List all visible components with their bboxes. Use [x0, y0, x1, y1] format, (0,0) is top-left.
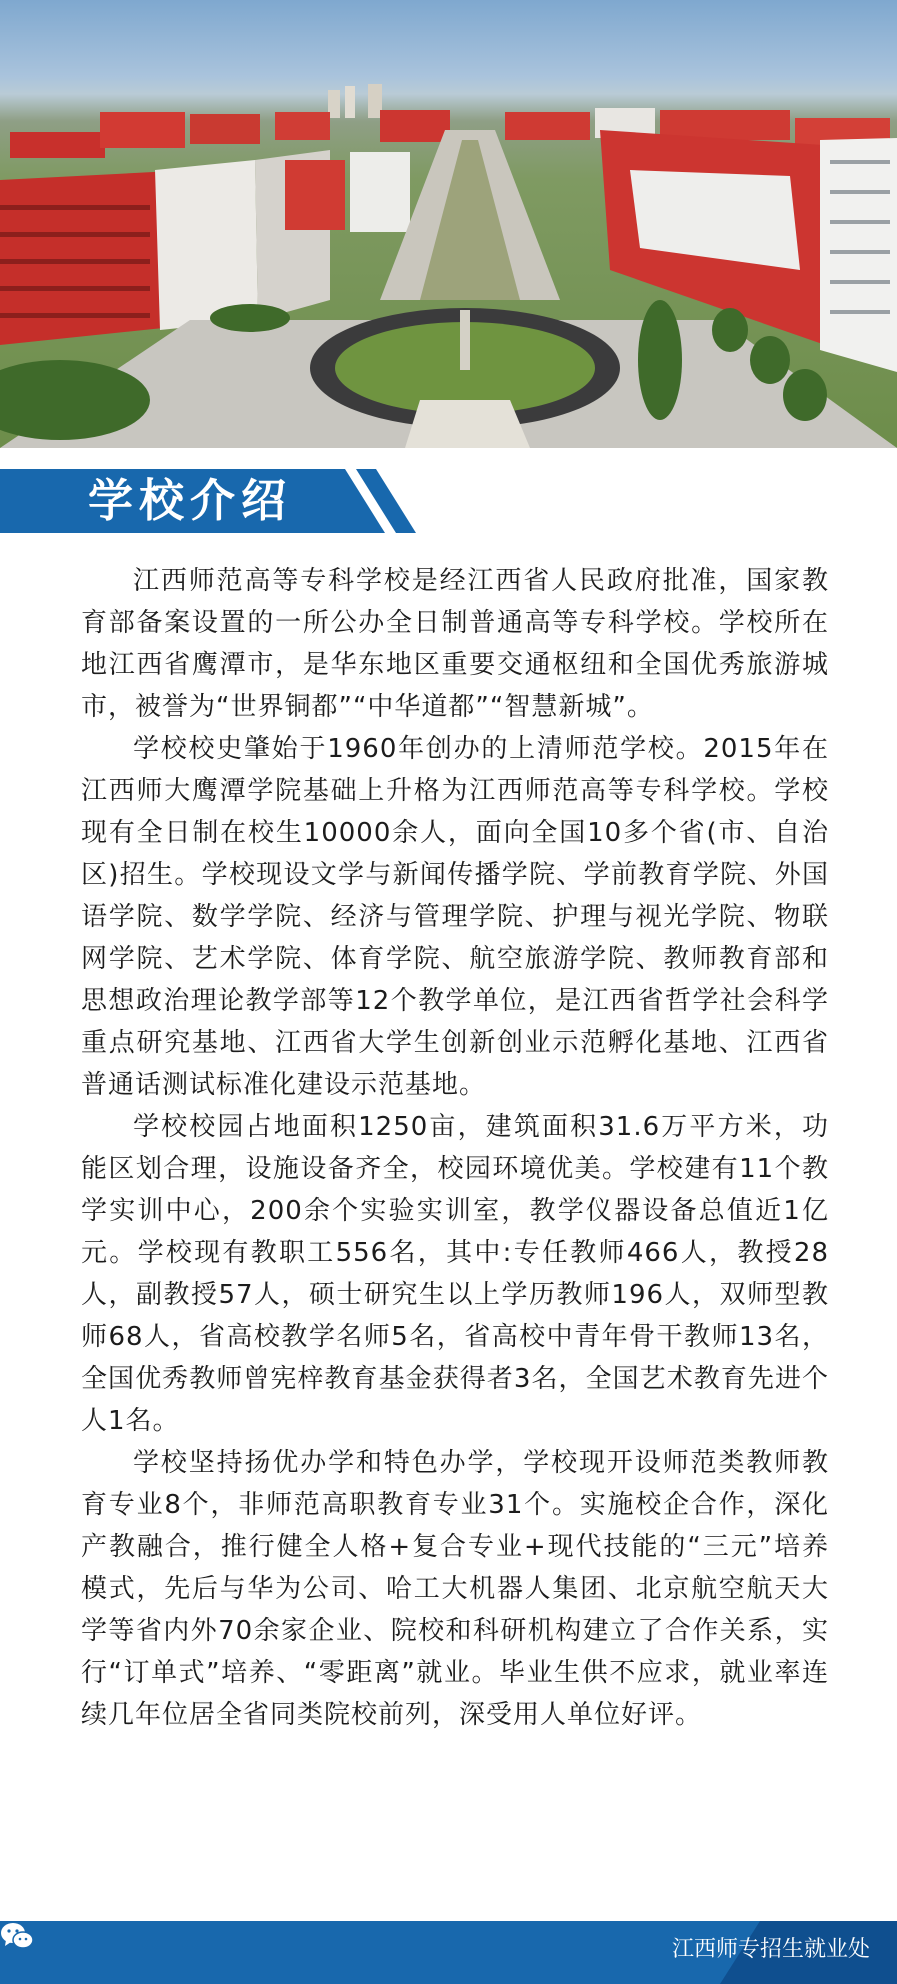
intro-paragraph: 江西师范高等专科学校是经江西省人民政府批准，国家教育部备案设置的一所公办全日制普通高等专科学校。学校所在地江西省鹰潭市，是华东地区重要交通枢纽和全国优秀旅游城市，被誉为“世界铜都”“中华道都”“智慧新城”。: [81, 566, 829, 722]
campus-illustration: [0, 0, 897, 448]
campus-photo: [0, 0, 897, 448]
wechat-icon: [0, 1921, 34, 1951]
intro-paragraph: 学校坚持扬优办学和特色办学，学校现开设师范类教师教育专业8个，非师范高职教育专业31个。实施校企合作，深化产教融合，推行健全人格+复合专业+现代技能的“三元”培养模式，先后与华为公司、哈工大机器人集团、北京航空航天大学等省内外70余家企业、院校和科研机构建立了合作关系，实行“订单式”培养、“零距离”就业。毕业生供不应求，就业率连续几年位居全省同类院校前列，深受用人单位好评。: [81, 1448, 829, 1730]
section-header: [0, 469, 430, 533]
intro-paragraph: 学校校史肇始于1960年创办的上清师范学校。2015年在江西师大鹰潭学院基础上升格为江西师范高等专科学校。学校现有全日制在校生10000余人，面向全国10多个省(市、自治区)招生。学校现设文学与新闻传播学院、学前教育学院、外国语学院、数学学院、经济与管理学院、护理与视光学院、物联网学院、艺术学院、体育学院、航空旅游学院、教师教育部和思想政治理论教学部等12个教学单位，是江西省哲学社会科学重点研究基地、江西省大学生创新创业示范孵化基地、江西省普通话测试标准化建设示范基地。: [81, 734, 829, 1100]
section-title: 学校介绍: [88, 474, 293, 527]
footer-account-name: 江西师专招生就业处: [672, 1937, 871, 1962]
intro-paragraph: 学校校园占地面积1250亩，建筑面积31.6万平方米，功能区划合理，设施设备齐全，校园环境优美。学校建有11个教学实训中心，200余个实验实训室，教学仪器设备总值近1亿元。学校现有教职工556名，其中:专任教师466人，教授28人，副教授57人，硕士研究生以上学历教师196人，双师型教师68人，省高校教学名师5名，省高校中青年骨干教师13名，全国优秀教师曾宪梓教育基金获得者3名，全国艺术教育先进个人1名。: [81, 1112, 829, 1436]
intro-text: [81, 560, 829, 1736]
footer-bar: [0, 1921, 897, 1984]
